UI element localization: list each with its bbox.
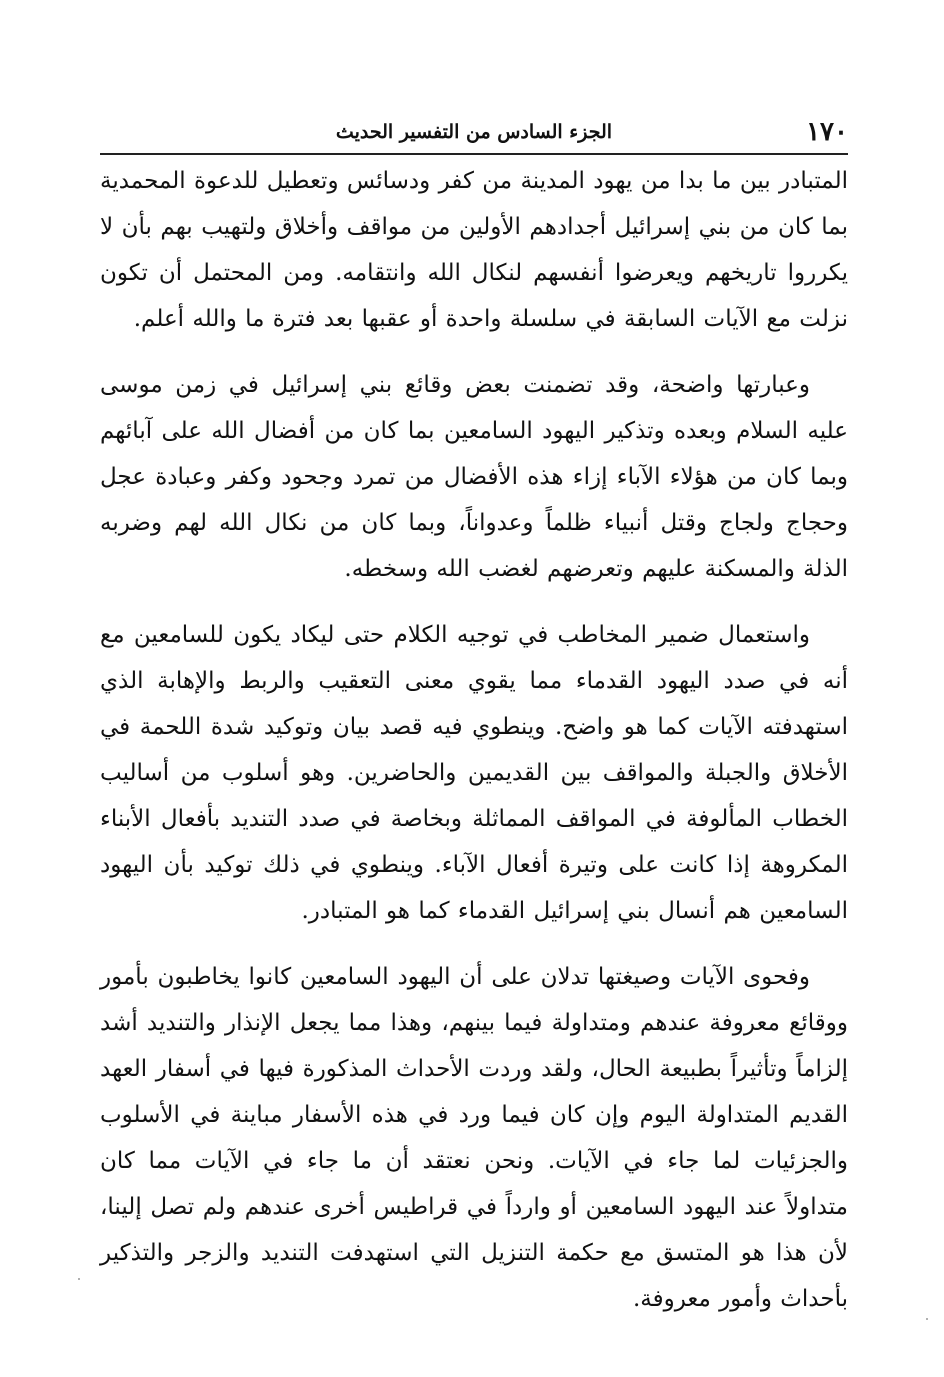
paragraph-1: المتبادر بين ما بدا من يهود المدينة من كفر ودسائس وتعطيل للدعوة المحمدية بما كان من بني إسرائيل أجدادهم الأولين من مواقف وأخلاق ولتهيب بهم بأن لا يكرروا تاريخهم ويعرضوا أنفسهم لنكال الله وانتقامه. ومن المحتمل أن تكون نزلت مع الآيات السابقة في سلسلة واحدة أو عقبها بعد فترة ما والله أعلم. — [100, 168, 848, 332]
scan-speck — [926, 1318, 928, 1320]
scan-speck — [78, 1278, 80, 1280]
body-text — [100, 158, 848, 1322]
page-header — [100, 112, 848, 152]
page-number: ١٧٠ — [806, 117, 848, 147]
paragraph-2: وعبارتها واضحة، وقد تضمنت بعض وقائع بني إسرائيل في زمن موسى عليه السلام وبعده وتذكير اليهود السامعين بما كان من أفضال الله على آبائهم وبما كان من هؤلاء الآباء إزاء هذه الأفضال من تمرد وجحود وكفر وعبادة عجل وحجاج ولجاج وقتل أنبياء ظلماً وعدواناً، وبما كان من نكال الله لهم وضربه الذلة والمسكنة عليهم وتعرضهم لغضب الله وسخطه. — [100, 372, 848, 582]
paragraph-3: واستعمال ضمير المخاطب في توجيه الكلام حتى ليكاد يكون للسامعين مع أنه في صدد اليهود القدماء مما يقوي معنى التعقيب والربط والإهابة الذي استهدفته الآيات كما هو واضح. وينطوي فيه قصد بيان وتوكيد شدة اللحمة في الأخلاق والجبلة والمواقف بين القديمين والحاضرين. وهو أسلوب من أساليب الخطاب المألوفة في المواقف المماثلة وبخاصة في صدد التنديد بأفعال الأبناء المكروهة إذا كانت على وتيرة أفعال الآباء. وينطوي في ذلك توكيد بأن اليهود السامعين هم أنسال بني إسرائيل القدماء كما هو المتبادر. — [100, 622, 848, 924]
header-divider — [100, 153, 848, 155]
paragraph-4: وفحوى الآيات وصيغتها تدلان على أن اليهود السامعين كانوا يخاطبون بأمور ووقائع معروفة عندهم ومتداولة فيما بينهم، وهذا مما يجعل الإنذار والتنديد أشد إلزاماً وتأثيراً بطبيعة الحال، ولقد وردت الأحداث المذكورة فيها في أسفار العهد القديم المتداولة اليوم وإن كان فيما ورد في هذه الأسفار مباينة في الأسلوب والجزئيات لما جاء في الآيات. ونحن نعتقد أن ما جاء في الآيات مما كان متداولاً عند اليهود السامعين أو وارداً في قراطيس أخرى عندهم ولم تصل إلينا، لأن هذا هو المتسق مع حكمة التنزيل التي استهدفت التنديد والزجر والتذكير بأحداث وأمور معروفة. — [100, 964, 848, 1312]
running-title: الجزء السادس من التفسير الحديث — [335, 121, 613, 143]
